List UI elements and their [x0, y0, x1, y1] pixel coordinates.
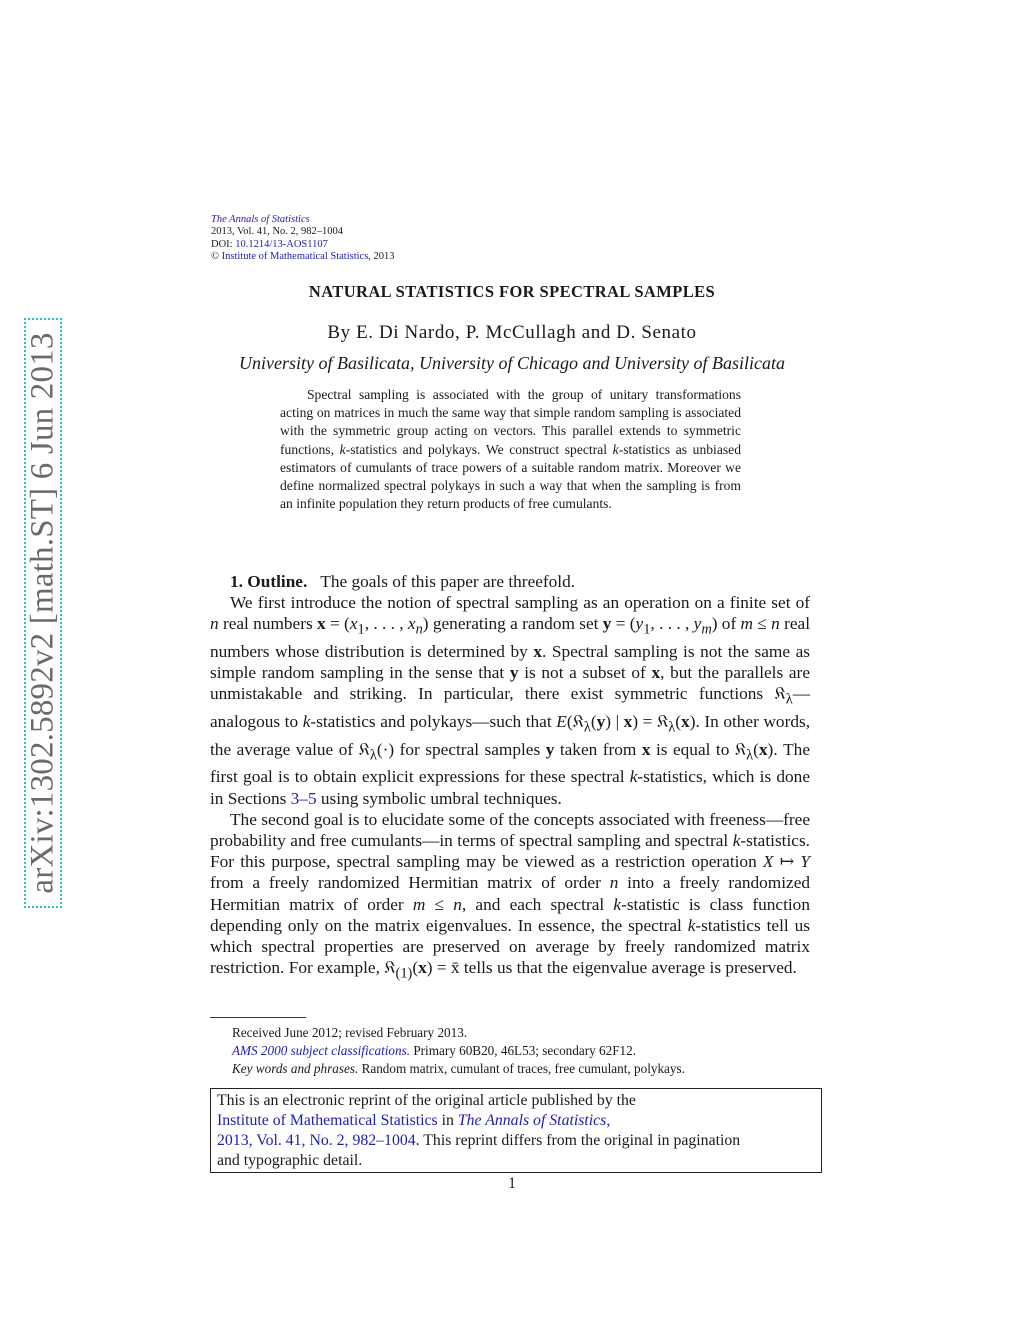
section-outline	[210, 571, 810, 985]
reprint-journal-link[interactable]: The Annals of Statistics	[457, 1112, 607, 1129]
received-note: Received June 2012; revised February 2013.	[232, 1025, 468, 1040]
author-list: By E. Di Nardo, P. McCullagh and D. Senato	[327, 322, 697, 343]
reprint-publisher-link[interactable]: Institute of Mathematical Statistics	[217, 1112, 438, 1129]
arxiv-identifier: arXiv:1302.5892v2 [math.ST] 6 Jun 2013	[24, 332, 61, 894]
journal-name-link[interactable]: The Annals of Statistics	[211, 214, 310, 225]
paper-title: NATURAL STATISTICS FOR SPECTRAL SAMPLES	[308, 282, 716, 301]
author-affiliations: University of Basilicata, University of Chicago and University of Basilicata	[239, 353, 785, 373]
ams-classifications-link[interactable]: AMS 2000 subject classifications.	[232, 1043, 411, 1058]
keywords-label: Key words and phrases.	[232, 1061, 359, 1076]
copyright-year: , 2013	[368, 250, 395, 262]
ams-classifications: AMS 2000 subject classifications. Primary 60B20, 46L53; secondary 62F12.	[232, 1043, 637, 1058]
page-number: 1	[508, 1175, 516, 1192]
keywords: Key words and phrases. Random matrix, cumulant of traces, free cumulant, polykays.	[232, 1061, 685, 1076]
footnote-rule	[210, 1017, 306, 1018]
footnotes	[210, 1024, 820, 1078]
section-heading: 1. Outline.	[230, 572, 308, 591]
copyright-symbol: ©	[211, 250, 219, 262]
publisher-link[interactable]: Institute of Mathematical Statistics	[221, 250, 369, 262]
paragraph-first-goal: We first introduce the notion of spectral sampling as an operation on a finite set of n real numbers $x = (x_1$, . . . , $x_n$) generating a random set $y = (y_1$, . . . , $y_m$) of m ≤ n real numbers whose distribution is determined by x. Spectral sampling is not the same as simple random sampling in the sense that y is not a subset of x, but the parallels are unmistakable and striking. In particular, there exist symmetric functions 𝔎$_\lambda$—analogous to k-statistics and polykays—such that E(𝔎$_\lambda$(y) | x) = 𝔎$_\lambda$(x). In other words, the average value of 𝔎$_\lambda$(·) for spectral samples y taken from x is equal to 𝔎$_\lambda$(x). The first goal is to obtain explicit expressions for these spectral k-statistics, which is done in Sections 3–5 using symbolic umbral techniques.	[210, 593, 811, 808]
sections-ref-link[interactable]: 3–5	[290, 788, 317, 808]
doi-label: DOI:	[211, 238, 236, 250]
journal-volume: 2013, Vol. 41, No. 2, 982–1004	[211, 226, 344, 238]
arxiv-stamp	[24, 318, 62, 908]
abstract: Spectral sampling is associated with the group of unitary transformations acting on matrices in much the same way that simple random sampling is associated with the symmetric group acting on vectors. This parallel extends to symmetric functions, k-statistics and polykays. We construct spectral k-statistics as unbiased estimators of cumulants of trace powers of a suitable random matrix. Moreover we define normalized spectral polykays in such a way that when the sampling is from an infinite population they return products of free cumulants.	[280, 387, 741, 512]
reprint-volume-link[interactable]: 2013, Vol. 41, No. 2, 982–1004	[217, 1132, 416, 1149]
doi-link[interactable]: 10.1214/13-AOS1107	[235, 238, 328, 250]
journal-header	[211, 214, 395, 263]
paragraph-second-goal: The second goal is to elucidate some of the concepts associated with freeness—free probability and free cumulants—in terms of spectral sampling and spectral k-statistics. For this purpose, spectral sampling may be viewed as a restriction operation X ↦ Y from a freely randomized Hermitian matrix of order n into a freely randomized Hermitian matrix of order m ≤ n, and each spectral k-statistic is class function depending only on the matrix eigenvalues. In essence, the spectral k-statistics tell us which spectral properties are preserved on average by freely randomized matrix restriction. For example, 𝔎$_{(1)}$(x) = x̄ tells us that the eigenvalue average is preserved.	[210, 809, 811, 982]
reprint-notice: This is an electronic reprint of the original article published by the Institute of Mathematical Statistics in The Annals of Statistics, 2013, Vol. 41, No. 2, 982–1004. This reprint differs from the original in pagination and typographic detail.	[210, 1088, 822, 1173]
section-heading-paragraph	[210, 571, 810, 592]
section-intro: The goals of this paper are threefold.	[320, 572, 576, 591]
